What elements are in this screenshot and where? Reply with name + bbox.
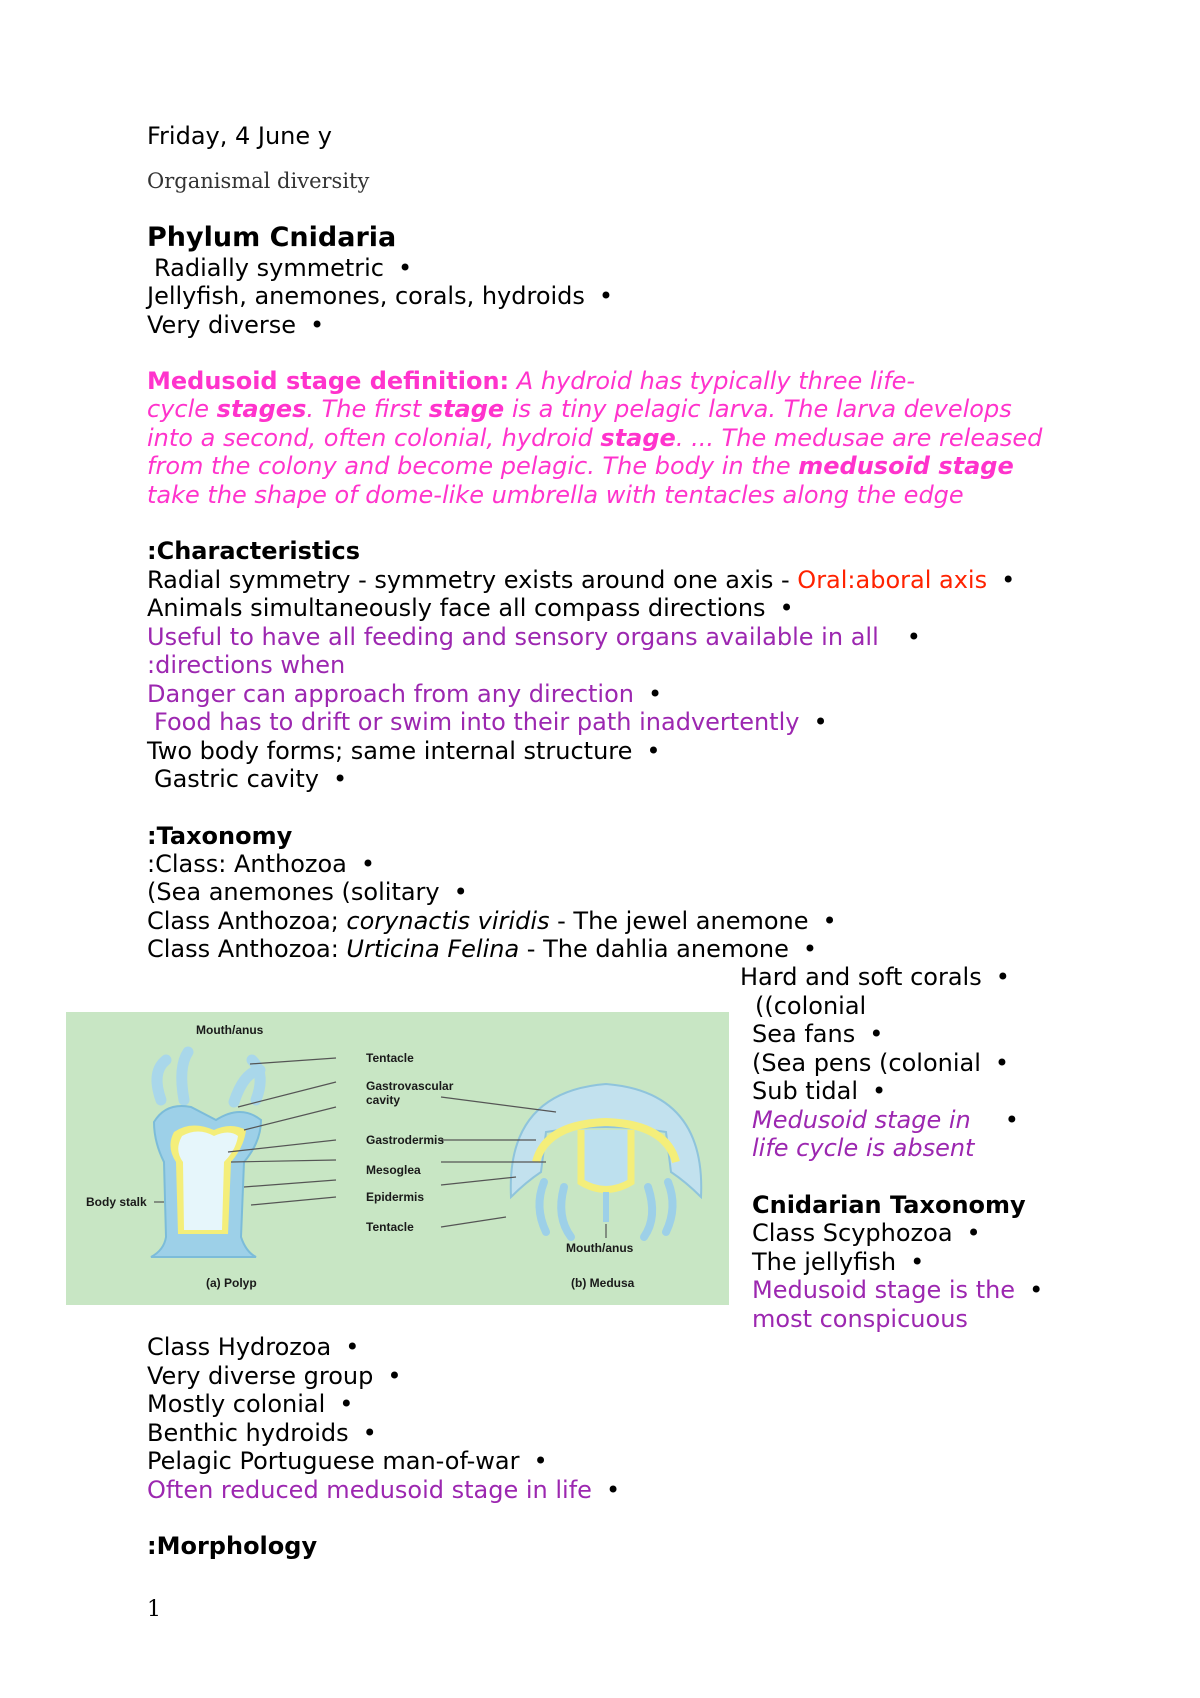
- colonial-line: ((colonial: [755, 992, 867, 1020]
- conspicuous-line-2: most conspicuous: [752, 1305, 968, 1333]
- medusoid-absent-line-2: life cycle is absent: [752, 1134, 975, 1162]
- page-number: 1: [147, 1597, 161, 1622]
- label-medusa: (b) Medusa: [571, 1276, 635, 1290]
- label-tentacle-bottom: Tentacle: [366, 1220, 414, 1234]
- label-cavity: cavity: [366, 1093, 401, 1107]
- bullet-class-anthozoa: :Class: Anthozoa •: [147, 850, 376, 878]
- medusoid-def-line-1: Medusoid stage definition: A hydroid has typically three life-: [147, 367, 916, 395]
- bullet-diverse: Very diverse •: [147, 311, 325, 339]
- bullet-class-hydrozoa: Class Hydrozoa •: [147, 1333, 360, 1361]
- bullet-two-forms: Two body forms; same internal structure •: [147, 737, 661, 765]
- bullet-very-diverse: Very diverse group •: [147, 1362, 402, 1390]
- bullet-food: Food has to drift or swim into their path inadvertently •: [154, 708, 828, 736]
- date-line: Friday, 4 June y: [147, 122, 332, 150]
- label-mouth-anus-bottom: Mouth/anus: [566, 1241, 634, 1255]
- bullet-sea-anemones: (Sea anemones (solitary •: [147, 878, 468, 906]
- bullet-jellyfish: Jellyfish, anemones, corals, hydroids •: [147, 282, 614, 310]
- taxonomy-heading: :Taxonomy: [147, 822, 293, 850]
- medusoid-def-line-4: from the colony and become pelagic. The body in the medusoid stage: [147, 452, 1014, 480]
- cnidarian-taxonomy-heading: Cnidarian Taxonomy: [752, 1191, 1026, 1219]
- subtitle: Organismal diversity: [147, 169, 370, 193]
- medusoid-def-line-2: cycle stages. The first stage is a tiny pelagic larva. The larva develops: [147, 395, 1012, 423]
- bullet-jellyfish-scyph: The jellyfish •: [752, 1248, 925, 1276]
- medusa-drawing: [511, 1084, 701, 1237]
- label-gastrodermis: Gastrodermis: [366, 1133, 445, 1147]
- bullet-sub-tidal: Sub tidal •: [752, 1077, 887, 1105]
- label-tentacle-top: Tentacle: [366, 1051, 414, 1065]
- label-mouth-anus-top: Mouth/anus: [196, 1023, 264, 1037]
- label-gastrovascular: Gastrovascular: [366, 1079, 454, 1093]
- bullet-radially: Radially symmetric •: [154, 254, 413, 282]
- bullet-danger: Danger can approach from any direction •: [147, 680, 663, 708]
- medusoid-def-line-3: into a second, often colonial, hydroid stage. ... The medusae are released: [147, 424, 1043, 452]
- bullet-dahlia-anemone: Class Anthozoa: Urticina Felina - The dahlia anemone •: [147, 935, 818, 963]
- medusoid-def-line-5: take the shape of dome-like umbrella with tentacles along the edge: [147, 481, 964, 509]
- bullet-sea-fans: Sea fans •: [752, 1020, 884, 1048]
- polyp-drawing: [151, 1052, 261, 1257]
- bullet-mostly-colonial: Mostly colonial •: [147, 1390, 354, 1418]
- polyp-medusa-diagram: [66, 1012, 729, 1305]
- bullet-reduced-medusoid: Often reduced medusoid stage in life •: [147, 1476, 621, 1504]
- morphology-heading: :Morphology: [147, 1532, 318, 1560]
- bullet-jewel-anemone: Class Anthozoa; corynactis viridis - The jewel anemone •: [147, 907, 837, 935]
- bullet-portuguese: Pelagic Portuguese man-of-war •: [147, 1447, 548, 1475]
- bullet-useful: Useful to have all feeding and sensory organs available in all •: [147, 623, 921, 651]
- bullet-compass: Animals simultaneously face all compass directions •: [147, 594, 794, 622]
- bullet-benthic: Benthic hydroids •: [147, 1419, 377, 1447]
- label-polyp: (a) Polyp: [206, 1276, 257, 1290]
- label-mesoglea: Mesoglea: [366, 1163, 421, 1177]
- label-body-stalk: Body stalk: [86, 1195, 147, 1209]
- bullet-gastric: Gastric cavity •: [154, 765, 348, 793]
- bullet-scyphozoa: Class Scyphozoa •: [752, 1219, 981, 1247]
- characteristics-heading: :Characteristics: [147, 537, 361, 565]
- bullet-radial-symmetry: Radial symmetry - symmetry exists around one axis - Oral:aboral axis •: [147, 566, 1016, 594]
- bullet-hard-soft-corals: Hard and soft corals •: [740, 963, 1010, 991]
- directions-line: :directions when: [147, 651, 346, 679]
- label-epidermis: Epidermis: [366, 1190, 425, 1204]
- bullet-sea-pens: (Sea pens (colonial •: [752, 1049, 1010, 1077]
- phylum-heading: Phylum Cnidaria: [147, 222, 397, 253]
- bullet-medusoid-absent: Medusoid stage in •: [752, 1106, 1019, 1134]
- bullet-most-conspicuous: Medusoid stage is the •: [752, 1276, 1044, 1304]
